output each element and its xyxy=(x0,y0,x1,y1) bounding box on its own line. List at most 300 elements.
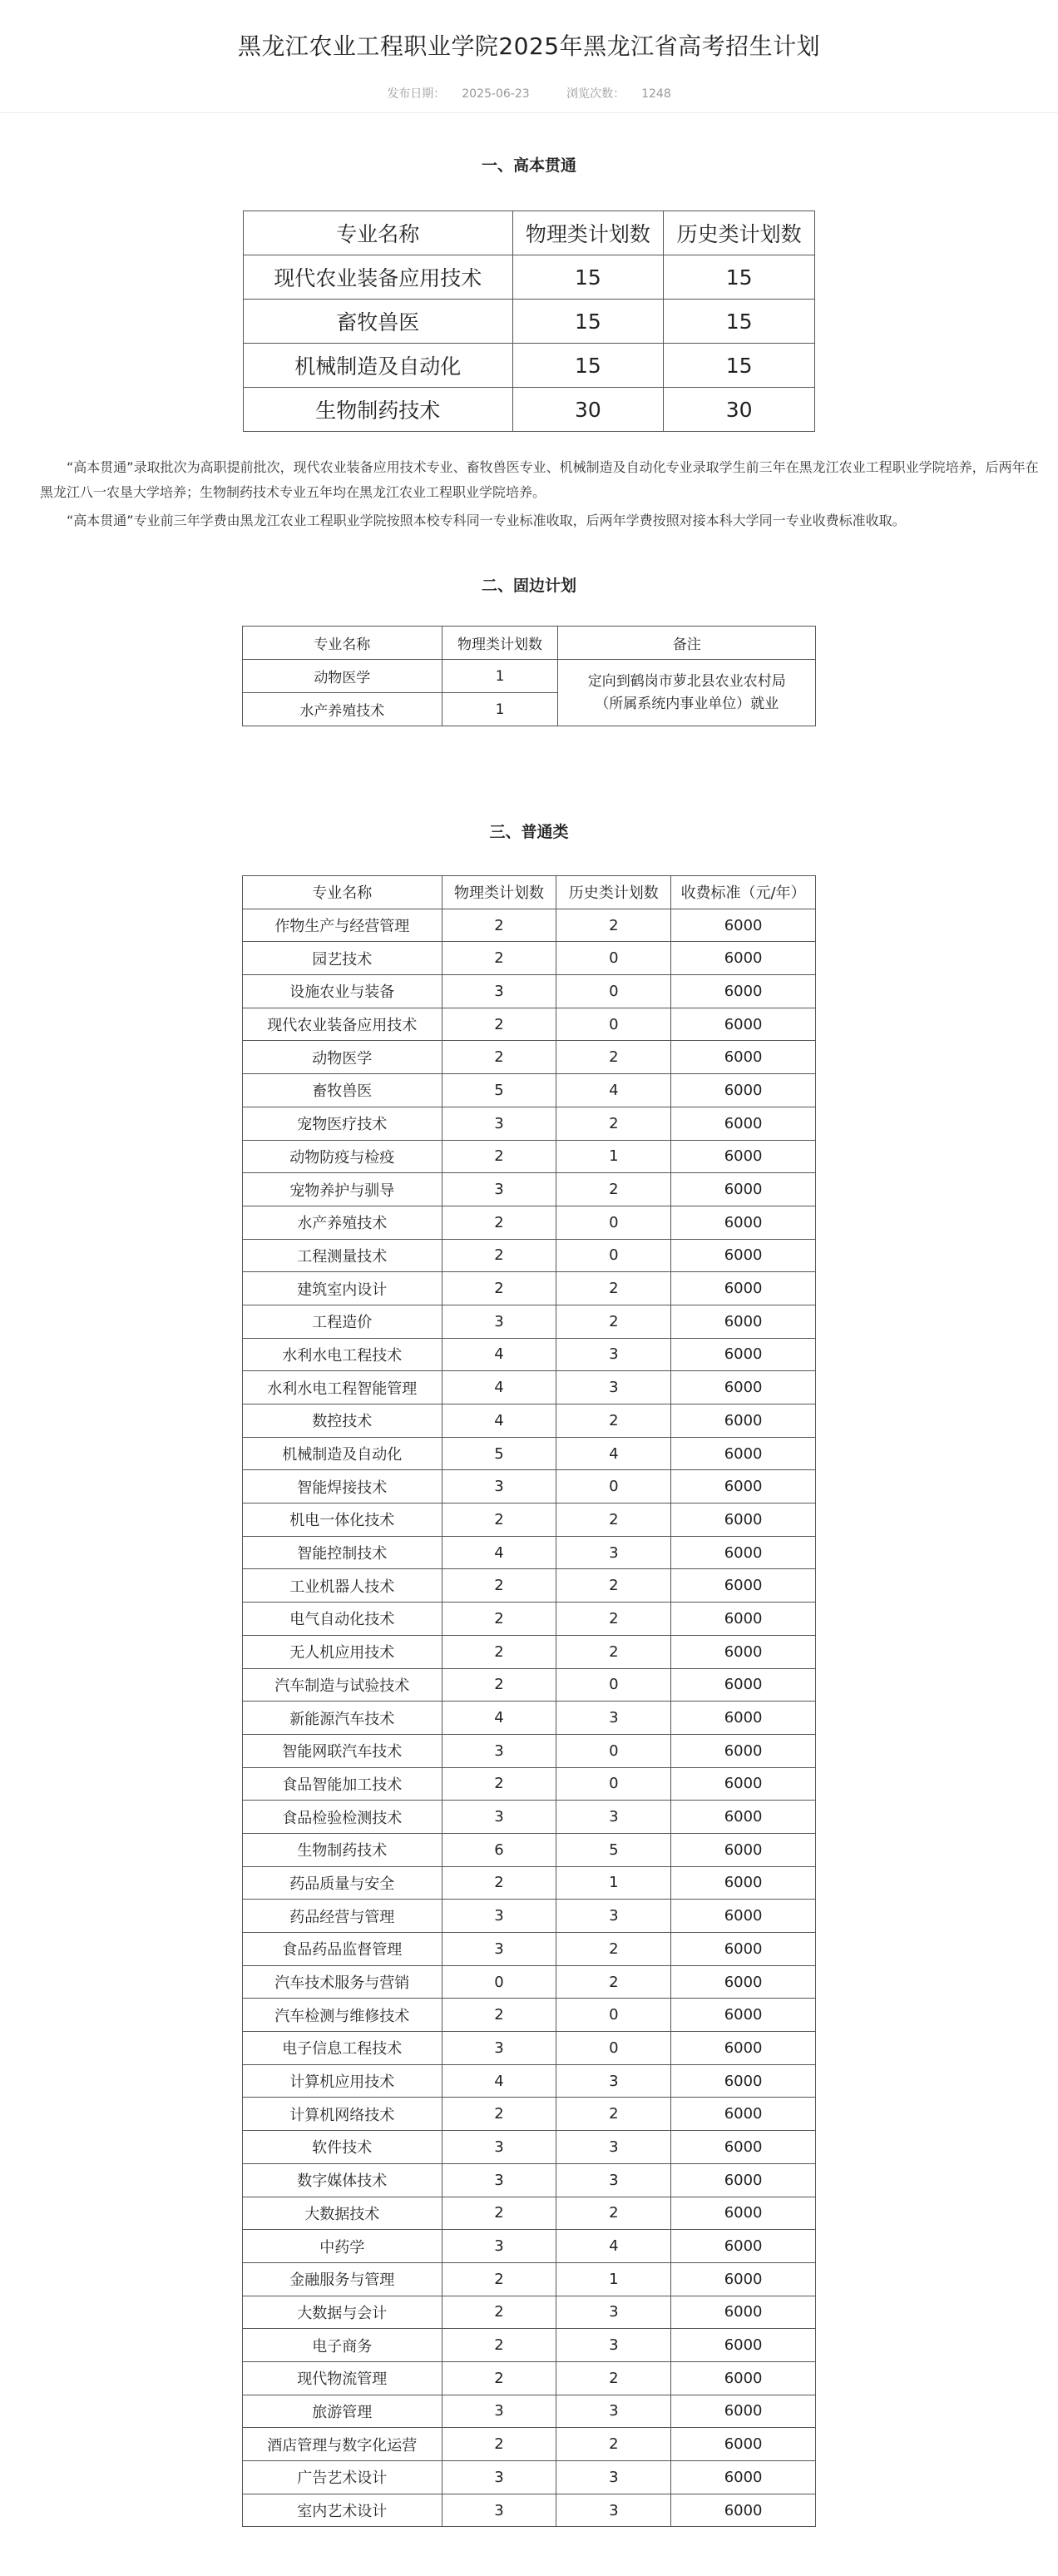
table-cell: 2 xyxy=(442,2296,556,2329)
table-cell: 6000 xyxy=(671,2296,816,2329)
table-row xyxy=(243,2098,816,2131)
table-row xyxy=(243,1933,816,1966)
table-cell: 2 xyxy=(442,1569,556,1603)
header-cell: 备注 xyxy=(558,627,816,660)
table-row xyxy=(243,1635,816,1668)
table-cell: 2 xyxy=(442,2262,556,2296)
table-cell: 智能网联汽车技术 xyxy=(243,1734,442,1767)
table-cell: 电气自动化技术 xyxy=(243,1603,442,1636)
table-cell: 4 xyxy=(442,1404,556,1438)
table-cell: 6000 xyxy=(671,1041,816,1074)
table-cell: 3 xyxy=(442,1470,556,1503)
table-cell: 2 xyxy=(442,909,556,942)
table-cell: 数控技术 xyxy=(243,1404,442,1438)
table-cell: 6000 xyxy=(671,1470,816,1503)
table-cell: 6000 xyxy=(671,1305,816,1338)
publish-date-label: 发布日期： xyxy=(387,87,446,101)
table-cell: 0 xyxy=(556,1206,671,1239)
table-row xyxy=(244,388,815,432)
table-cell: 6000 xyxy=(671,1173,816,1206)
table-cell: 2 xyxy=(556,1305,671,1338)
table-cell: 3 xyxy=(556,2163,671,2197)
table-cell: 0 xyxy=(556,1999,671,2032)
table-cell: 4 xyxy=(556,1074,671,1107)
table-cell: 2 xyxy=(442,1767,556,1801)
table-row xyxy=(243,1173,816,1206)
table-row xyxy=(243,1702,816,1735)
table-cell: 2 xyxy=(556,1173,671,1206)
table-cell: 畜牧兽医 xyxy=(244,300,513,344)
table-row xyxy=(243,1801,816,1834)
table-row xyxy=(243,660,816,693)
table-cell: 4 xyxy=(442,1338,556,1371)
table-cell: 6000 xyxy=(671,2163,816,2197)
table-row xyxy=(243,1999,816,2032)
table-cell: 1 xyxy=(442,693,558,726)
table-cell: 3 xyxy=(442,1734,556,1767)
table-cell: 0 xyxy=(556,942,671,975)
table-cell: 2 xyxy=(442,2361,556,2395)
table-row xyxy=(243,1338,816,1371)
table-cell: 6000 xyxy=(671,2064,816,2098)
remark-cell xyxy=(558,660,816,726)
table-cell: 6000 xyxy=(671,2329,816,2362)
table-header-row xyxy=(243,627,816,660)
table-row xyxy=(243,2064,816,2098)
table-cell: 6000 xyxy=(671,1900,816,1933)
header-cell: 物理类计划数 xyxy=(442,876,556,909)
table-cell: 酒店管理与数字化运营 xyxy=(243,2428,442,2461)
table-cell: 水产养殖技术 xyxy=(243,693,442,726)
table-row xyxy=(243,1536,816,1569)
table-cell: 2 xyxy=(556,1041,671,1074)
table-cell: 15 xyxy=(664,344,815,388)
table-cell: 6000 xyxy=(671,1833,816,1866)
table-cell: 6000 xyxy=(671,1008,816,1041)
table-cell: 3 xyxy=(556,2395,671,2428)
table-cell: 30 xyxy=(512,388,664,432)
table-cell: 计算机网络技术 xyxy=(243,2098,442,2131)
table-cell: 6000 xyxy=(671,1206,816,1239)
table-cell: 汽车制造与试验技术 xyxy=(243,1668,442,1702)
table-cell: 6000 xyxy=(671,2494,816,2527)
table-cell: 15 xyxy=(664,255,815,300)
table-cell: 广告艺术设计 xyxy=(243,2461,442,2494)
table-cell: 6000 xyxy=(671,1801,816,1834)
table-cell: 现代物流管理 xyxy=(243,2361,442,2395)
table-cell: 6000 xyxy=(671,1536,816,1569)
header-cell: 物理类计划数 xyxy=(442,627,558,660)
table-cell: 2 xyxy=(442,1503,556,1537)
table-cell: 2 xyxy=(442,1272,556,1305)
table-cell: 畜牧兽医 xyxy=(243,1074,442,1107)
table-row xyxy=(243,2163,816,2197)
table-cell: 3 xyxy=(442,1173,556,1206)
table-cell: 3 xyxy=(556,2329,671,2362)
table-cell: 无人机应用技术 xyxy=(243,1635,442,1668)
table-cell: 2 xyxy=(442,1635,556,1668)
table-cell: 2 xyxy=(442,1206,556,1239)
table-row xyxy=(243,1404,816,1438)
table-cell: 水利水电工程技术 xyxy=(243,1338,442,1371)
table-cell: 6000 xyxy=(671,2098,816,2131)
table-cell: 2 xyxy=(556,2361,671,2395)
table-cell: 6000 xyxy=(671,1965,816,1999)
header-cell: 专业名称 xyxy=(244,211,513,255)
table-cell: 6000 xyxy=(671,2230,816,2263)
page-title: 黑龙江农业工程职业学院2025年黑龙江省高考招生计划 xyxy=(237,32,821,60)
table-cell: 0 xyxy=(556,1668,671,1702)
table-row xyxy=(243,1965,816,1999)
table-cell: 15 xyxy=(512,300,664,344)
table-cell: 3 xyxy=(556,1338,671,1371)
table-cell: 大数据与会计 xyxy=(243,2296,442,2329)
table-row xyxy=(243,1041,816,1074)
table-row xyxy=(243,1767,816,1801)
table-cell: 园艺技术 xyxy=(243,942,442,975)
table-cell: 计算机应用技术 xyxy=(243,2064,442,2098)
header-cell: 专业名称 xyxy=(243,876,442,909)
table-cell: 2 xyxy=(442,1866,556,1900)
table-cell: 汽车检测与维修技术 xyxy=(243,1999,442,2032)
table-row xyxy=(243,1305,816,1338)
table-cell: 6000 xyxy=(671,1866,816,1900)
table-cell: 6000 xyxy=(671,1734,816,1767)
table-cell: 3 xyxy=(442,2131,556,2164)
table-cell: 5 xyxy=(442,1074,556,1107)
table-cell: 2 xyxy=(442,2098,556,2131)
table-cell: 宠物医疗技术 xyxy=(243,1107,442,1140)
table-cell: 1 xyxy=(556,1140,671,1173)
table-row xyxy=(243,909,816,942)
table-cell: 4 xyxy=(556,2230,671,2263)
header-cell: 历史类计划数 xyxy=(556,876,671,909)
table-cell: 智能焊接技术 xyxy=(243,1470,442,1503)
table-cell: 电子商务 xyxy=(243,2329,442,2362)
table-row xyxy=(243,2262,816,2296)
table-row xyxy=(243,2428,816,2461)
table-cell: 3 xyxy=(442,975,556,1008)
table-row xyxy=(243,1900,816,1933)
table-cell: 6000 xyxy=(671,942,816,975)
table-cell: 15 xyxy=(664,300,815,344)
table-cell: 6000 xyxy=(671,2395,816,2428)
table-cell: 2 xyxy=(442,1041,556,1074)
table-cell: 6000 xyxy=(671,975,816,1008)
table-cell: 3 xyxy=(556,1801,671,1834)
table-cell: 2 xyxy=(556,2098,671,2131)
table-cell: 现代农业装备应用技术 xyxy=(244,255,513,300)
table-row xyxy=(243,2494,816,2527)
table-cell: 食品药品监督管理 xyxy=(243,1933,442,1966)
table-cell: 0 xyxy=(556,1767,671,1801)
table-cell: 3 xyxy=(556,1702,671,1735)
table-cell: 4 xyxy=(442,1702,556,1735)
section-title-gubian: 二、固边计划 xyxy=(481,577,576,595)
table-row xyxy=(243,1833,816,1866)
table-cell: 作物生产与经营管理 xyxy=(243,909,442,942)
table-cell: 6000 xyxy=(671,2361,816,2395)
table-row xyxy=(243,1239,816,1272)
publish-date-value: 2025-06-23 xyxy=(462,87,530,101)
table-cell: 2 xyxy=(556,1272,671,1305)
table-cell: 3 xyxy=(442,2494,556,2527)
table-row xyxy=(244,255,815,300)
table-cell: 2 xyxy=(556,909,671,942)
table-row xyxy=(243,2230,816,2263)
article-meta xyxy=(0,85,1058,102)
table-cell: 水利水电工程智能管理 xyxy=(243,1371,442,1404)
table-cell: 6000 xyxy=(671,1603,816,1636)
table-cell: 6000 xyxy=(671,1404,816,1438)
table-cell: 5 xyxy=(442,1437,556,1470)
section-title-putong: 三、普通类 xyxy=(489,823,569,841)
table-row xyxy=(243,1272,816,1305)
table-cell: 6000 xyxy=(671,1140,816,1173)
table-cell: 宠物养护与驯导 xyxy=(243,1173,442,1206)
table-cell: 旅游管理 xyxy=(243,2395,442,2428)
table-cell: 30 xyxy=(664,388,815,432)
table-cell: 2 xyxy=(556,2197,671,2230)
table-row xyxy=(243,2032,816,2065)
table-cell: 2 xyxy=(556,1933,671,1966)
header-cell: 收费标准（元/年） xyxy=(671,876,816,909)
gaoben-note-paragraph: “高本贯通”录取批次为高职提前批次，现代农业装备应用技术专业、畜牧兽医专业、机械制造及自动化专业录取学生前三年在黑龙江农业工程职业学院培养，后两年在黑龙江八一农垦大学培养；生物制药技术专业五年均在黑龙江农业工程职业学院培养。 xyxy=(40,459,1039,500)
table-cell: 2 xyxy=(442,1668,556,1702)
table-cell: 中药学 xyxy=(243,2230,442,2263)
table-cell: 药品经营与管理 xyxy=(243,1900,442,1933)
table-cell: 2 xyxy=(442,1603,556,1636)
table-cell: 3 xyxy=(442,1801,556,1834)
table-cell: 3 xyxy=(442,1107,556,1140)
table-row xyxy=(244,344,815,388)
table-cell: 15 xyxy=(512,344,664,388)
table-cell: 数字媒体技术 xyxy=(243,2163,442,2197)
remark-line: （所属系统内事业单位）就业 xyxy=(595,695,779,712)
publish-date xyxy=(378,87,537,101)
table-row xyxy=(243,1668,816,1702)
table-cell: 6000 xyxy=(671,909,816,942)
table-cell: 2 xyxy=(556,1635,671,1668)
table-cell: 6000 xyxy=(671,1074,816,1107)
table-cell: 室内艺术设计 xyxy=(243,2494,442,2527)
table-cell: 6000 xyxy=(671,1239,816,1272)
table-cell: 3 xyxy=(442,2032,556,2065)
table-cell: 食品检验检测技术 xyxy=(243,1801,442,1834)
table-cell: 工程测量技术 xyxy=(243,1239,442,1272)
table-cell: 动物防疫与检疫 xyxy=(243,1140,442,1173)
table-cell: 3 xyxy=(556,2461,671,2494)
table-cell: 药品质量与安全 xyxy=(243,1866,442,1900)
putong-table-body xyxy=(243,876,816,2527)
table-cell: 2 xyxy=(556,1603,671,1636)
table-row xyxy=(243,2361,816,2395)
table-cell: 0 xyxy=(442,1965,556,1999)
table-cell: 水产养殖技术 xyxy=(243,1206,442,1239)
table-cell: 15 xyxy=(512,255,664,300)
table-cell: 3 xyxy=(556,1900,671,1933)
table-cell: 3 xyxy=(442,2461,556,2494)
table-cell: 2 xyxy=(556,1569,671,1603)
table-cell: 3 xyxy=(556,2064,671,2098)
table-cell: 汽车技术服务与营销 xyxy=(243,1965,442,1999)
table-row xyxy=(243,1569,816,1603)
table-row xyxy=(243,975,816,1008)
table-cell: 生物制药技术 xyxy=(243,1833,442,1866)
putong-table xyxy=(242,875,816,2527)
table-cell: 2 xyxy=(442,1999,556,2032)
table-cell: 2 xyxy=(556,1107,671,1140)
table-cell: 软件技术 xyxy=(243,2131,442,2164)
table-cell: 3 xyxy=(556,1536,671,1569)
table-cell: 6000 xyxy=(671,1503,816,1537)
table-cell: 1 xyxy=(556,2262,671,2296)
table-cell: 2 xyxy=(442,1140,556,1173)
table-cell: 6000 xyxy=(671,1767,816,1801)
table-cell: 1 xyxy=(442,660,558,693)
table-cell: 6000 xyxy=(671,1338,816,1371)
table-row xyxy=(243,1140,816,1173)
table-cell: 动物医学 xyxy=(243,660,442,693)
section-title-gaoben: 一、高本贯通 xyxy=(481,156,576,175)
table-cell: 6000 xyxy=(671,1371,816,1404)
table-cell: 动物医学 xyxy=(243,1041,442,1074)
table-row xyxy=(244,300,815,344)
table-cell: 工程造价 xyxy=(243,1305,442,1338)
table-cell: 3 xyxy=(442,2230,556,2263)
table-row xyxy=(243,1866,816,1900)
table-cell: 智能控制技术 xyxy=(243,1536,442,1569)
table-cell: 3 xyxy=(442,1933,556,1966)
table-cell: 6000 xyxy=(671,1107,816,1140)
table-cell: 2 xyxy=(442,1008,556,1041)
table-row xyxy=(243,1503,816,1537)
table-cell: 6000 xyxy=(671,1272,816,1305)
table-cell: 2 xyxy=(442,2428,556,2461)
table-cell: 电子信息工程技术 xyxy=(243,2032,442,2065)
table-cell: 0 xyxy=(556,1470,671,1503)
table-cell: 6000 xyxy=(671,1933,816,1966)
table-row xyxy=(243,1107,816,1140)
header-cell: 专业名称 xyxy=(243,627,442,660)
table-cell: 3 xyxy=(442,1305,556,1338)
article-header xyxy=(0,0,1058,113)
table-cell: 3 xyxy=(442,2395,556,2428)
table-row xyxy=(243,1470,816,1503)
table-cell: 新能源汽车技术 xyxy=(243,1702,442,1735)
table-cell: 工业机器人技术 xyxy=(243,1569,442,1603)
table-cell: 2 xyxy=(556,1965,671,1999)
table-cell: 2 xyxy=(442,942,556,975)
table-cell: 0 xyxy=(556,975,671,1008)
table-cell: 食品智能加工技术 xyxy=(243,1767,442,1801)
table-cell: 设施农业与装备 xyxy=(243,975,442,1008)
table-cell: 6000 xyxy=(671,2461,816,2494)
table-row xyxy=(243,2395,816,2428)
table-row xyxy=(243,2131,816,2164)
table-cell: 2 xyxy=(556,1404,671,1438)
table-cell: 建筑室内设计 xyxy=(243,1272,442,1305)
table-row xyxy=(243,2197,816,2230)
table-cell: 0 xyxy=(556,1734,671,1767)
table-cell: 0 xyxy=(556,2032,671,2065)
table-cell: 6000 xyxy=(671,2032,816,2065)
table-cell: 3 xyxy=(442,2163,556,2197)
table-cell: 机电一体化技术 xyxy=(243,1503,442,1537)
table-cell: 生物制药技术 xyxy=(244,388,513,432)
table-cell: 4 xyxy=(442,1536,556,1569)
table-row xyxy=(243,2329,816,2362)
table-cell: 0 xyxy=(556,1008,671,1041)
table-cell: 6000 xyxy=(671,2131,816,2164)
table-cell: 2 xyxy=(442,1239,556,1272)
table-cell: 4 xyxy=(556,1437,671,1470)
table-cell: 6000 xyxy=(671,2197,816,2230)
table-cell: 4 xyxy=(442,2064,556,2098)
table-cell: 3 xyxy=(556,2131,671,2164)
table-cell: 2 xyxy=(442,2197,556,2230)
table-cell: 3 xyxy=(442,1900,556,1933)
table-cell: 3 xyxy=(556,2296,671,2329)
table-cell: 机械制造及自动化 xyxy=(244,344,513,388)
table-row xyxy=(243,2461,816,2494)
table-cell: 1 xyxy=(556,1866,671,1900)
table-cell: 2 xyxy=(556,1503,671,1537)
table-row xyxy=(243,942,816,975)
remark-line: 定向到鹤岗市萝北县农业农村局 xyxy=(587,672,786,690)
table-cell: 6000 xyxy=(671,1569,816,1603)
table-cell: 3 xyxy=(556,1371,671,1404)
table-header-row xyxy=(243,876,816,909)
table-cell: 0 xyxy=(556,1239,671,1272)
table-row xyxy=(243,1206,816,1239)
header-cell: 历史类计划数 xyxy=(664,211,815,255)
table-row xyxy=(243,1371,816,1404)
table-cell: 大数据技术 xyxy=(243,2197,442,2230)
table-cell: 2 xyxy=(442,2329,556,2362)
table-cell: 6000 xyxy=(671,1702,816,1735)
table-cell: 2 xyxy=(556,2428,671,2461)
gaoben-table xyxy=(243,211,815,432)
table-cell: 4 xyxy=(442,1371,556,1404)
table-cell: 3 xyxy=(556,2494,671,2527)
table-cell: 6000 xyxy=(671,2262,816,2296)
table-row xyxy=(243,1074,816,1107)
table-cell: 6000 xyxy=(671,1668,816,1702)
table-cell: 6000 xyxy=(671,1437,816,1470)
header-cell: 物理类计划数 xyxy=(512,211,664,255)
table-cell: 现代农业装备应用技术 xyxy=(243,1008,442,1041)
table-cell: 金融服务与管理 xyxy=(243,2262,442,2296)
view-count-value: 1248 xyxy=(641,87,671,101)
view-count-label: 浏览次数： xyxy=(566,87,625,101)
table-cell: 6000 xyxy=(671,2428,816,2461)
gaoben-fee-paragraph: “高本贯通”专业前三年学费由黑龙江农业工程职业学院按照本校专科同一专业标准收取，后两年学费按照对接本科大学同一专业收费标准收取。 xyxy=(67,513,906,528)
table-row xyxy=(243,2296,816,2329)
table-cell: 6000 xyxy=(671,1635,816,1668)
table-header-row xyxy=(244,211,815,255)
table-cell: 机械制造及自动化 xyxy=(243,1437,442,1470)
table-row xyxy=(243,1734,816,1767)
table-cell: 6000 xyxy=(671,1999,816,2032)
table-row xyxy=(243,1603,816,1636)
table-cell: 6 xyxy=(442,1833,556,1866)
table-cell: 5 xyxy=(556,1833,671,1866)
table-row xyxy=(243,1008,816,1041)
view-count xyxy=(558,87,680,101)
gubian-table xyxy=(242,626,816,726)
table-row xyxy=(243,1437,816,1470)
